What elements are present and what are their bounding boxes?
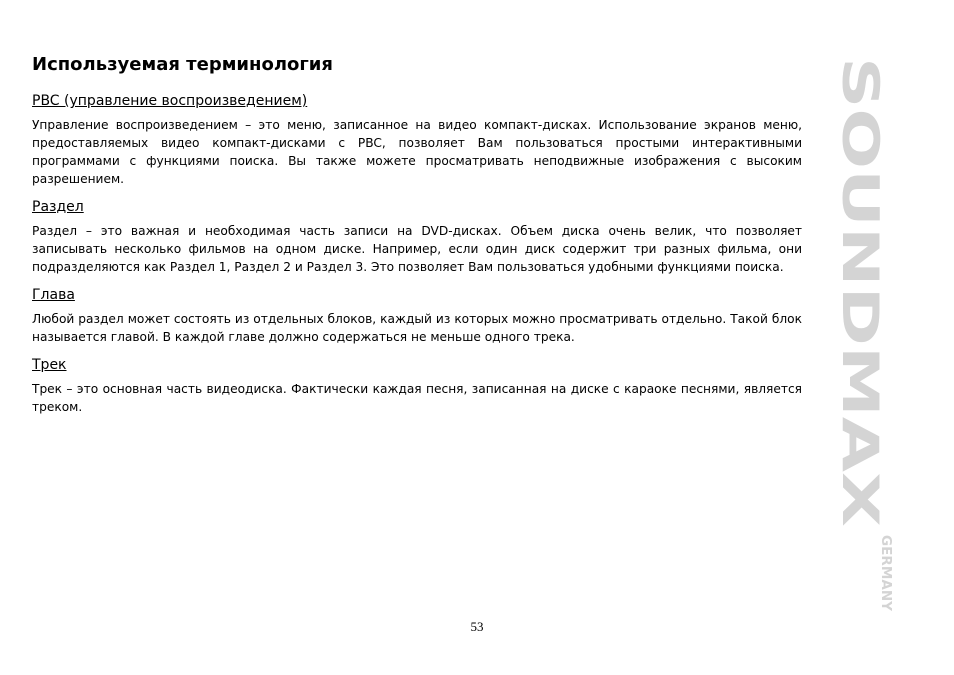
page-content: [32, 52, 802, 426]
brand-logo-text: SOUNDMAX: [831, 57, 889, 387]
brand-logo: [831, 57, 899, 612]
section-text-pbc: Управление воспроизведением – это меню, записанное на видео компакт-дисках. Использование экранов меню, предоставляемых видео компакт-дисками с PBC, позволяет Вам пользоваться простыми интерактивными программами с функциями поиска. Вы также можете просматривать неподвижные изображения с высоким разрешением.: [32, 118, 802, 186]
page-title: Используемая терминология: [32, 54, 333, 75]
section-heading-track: Трек: [32, 357, 67, 373]
section-text-chapter: Любой раздел может состоять из отдельных блоков, каждый из которых можно просматривать отдельно. Такой блок называется главой. В каждой главе должно содержаться не меньше одного трека.: [32, 312, 802, 344]
section-heading-chapter: Глава: [32, 287, 75, 303]
section-heading-title: Раздел: [32, 199, 84, 215]
section-heading-pbc: PBC (управление воспроизведением): [32, 93, 308, 109]
section-track: [32, 356, 802, 416]
page-number: 53: [470, 619, 484, 634]
brand-sub-text: GERMANY: [878, 535, 893, 608]
brand-logo-graphic: [831, 57, 899, 612]
section-chapter: [32, 286, 802, 346]
section-pbc: [32, 92, 802, 188]
section-text-title: Раздел – это важная и необходимая часть записи на DVD-дисках. Объем диска очень велик, что позволяет записывать несколько фильмов на одном диске. Например, если один диск содержит три разных фильма, они подразделяются как Раздел 1, Раздел 2 и Раздел 3. Это позволяет Вам пользоваться удобными функциями поиска.: [32, 224, 802, 274]
section-title: [32, 198, 802, 276]
section-text-track: Трек – это основная часть видеодиска. Фактически каждая песня, записанная на диске с караоке песнями, является треком.: [32, 382, 802, 414]
